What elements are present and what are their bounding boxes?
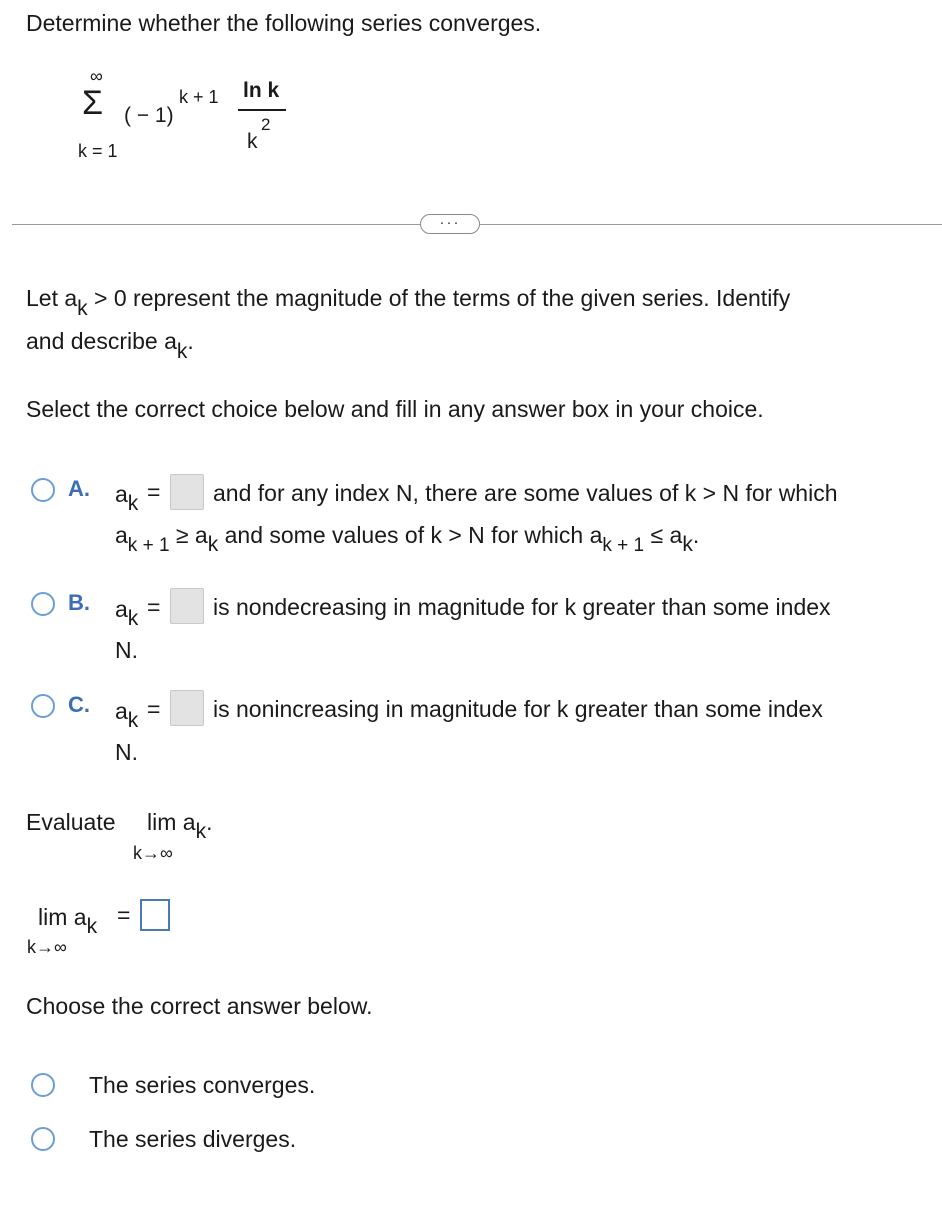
part1-line1: Let ak > 0 represent the magnitude of the terms of the given series. Identify [26,285,791,320]
sum-lower-limit: k = 1 [78,141,118,161]
choice-a-equals: = [147,479,161,505]
fraction-bar [238,109,286,111]
choice-a-text: and for any index N, there are some values of k > N for which [213,480,838,506]
series-exponent: k + 1 [179,87,219,107]
choice-c-equals: = [147,696,161,722]
choose-prompt: Choose the correct answer below. [26,993,373,1019]
diverges-label: The series diverges. [89,1126,297,1152]
choice-c-letter: C. [68,692,90,717]
diverges-radio[interactable] [31,1127,55,1151]
evaluate-label: Evaluate [26,809,116,835]
limit-lim: lim ak [38,904,98,938]
choice-a-ak: ak [115,481,139,515]
choice-b-answer-box[interactable] [170,588,204,624]
choice-c-ak: ak [115,698,139,732]
evaluate-lim-under: k→∞ [133,843,173,863]
limit-equals: = [117,902,131,928]
fraction-denominator-exponent: 2 [261,115,271,134]
choice-b-letter: B. [68,590,90,615]
expand-button[interactable]: ··· [420,214,480,234]
series-base: ( − 1) [124,104,174,127]
choice-a-letter: A. [68,476,90,501]
fraction-denominator: k [247,130,258,153]
evaluate-lim: lim ak. [147,809,213,843]
choice-a-answer-box[interactable] [170,474,204,510]
choice-c-radio[interactable] [31,694,55,718]
choice-a-radio[interactable] [31,478,55,502]
choice-a-line2: $a_{k + 1}$ ≥ ak and some values of k > N for which $a_{k + 1}$ ≤ ak. [115,522,700,556]
limit-under: k→∞ [27,937,67,957]
sum-upper-limit: ∞ [90,66,103,86]
sigma-symbol: Σ [82,84,104,122]
choice-c-line2: N. [115,739,138,765]
choice-b-radio[interactable] [31,592,55,616]
instruction-text: Select the correct choice below and fill in any answer box in your choice. [26,396,764,422]
choice-b-equals: = [147,594,161,620]
converges-label: The series converges. [89,1072,316,1098]
choice-c-text: is nonincreasing in magnitude for k greater than some index [213,696,823,722]
choice-b-line2: N. [115,637,138,663]
choice-b-ak: ak [115,596,139,630]
fraction-numerator: ln k [243,79,280,102]
converges-radio[interactable] [31,1073,55,1097]
limit-answer-box[interactable] [140,899,170,931]
question-text: Determine whether the following series converges. [26,10,542,36]
part1-line2: and describe ak. [26,328,194,363]
choice-c-answer-box[interactable] [170,690,204,726]
choice-b-text: is nondecreasing in magnitude for k greater than some index [213,594,831,620]
